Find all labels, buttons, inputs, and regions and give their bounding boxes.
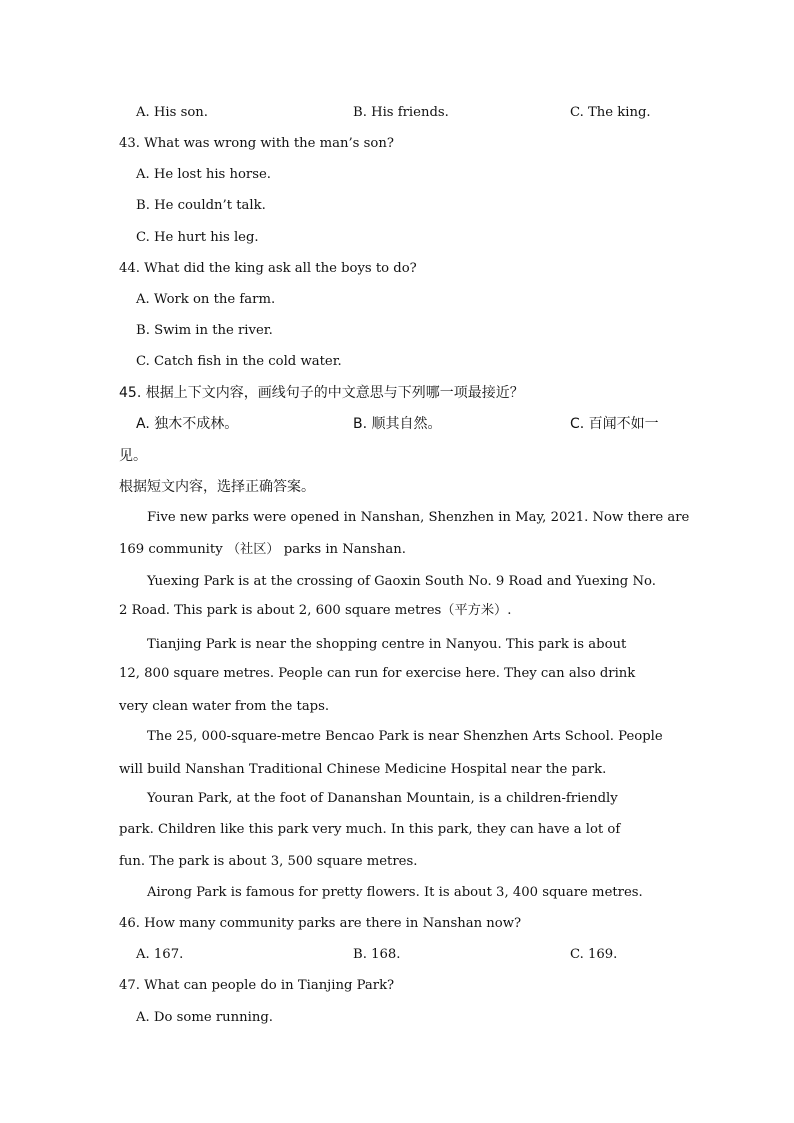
q42-option-a: A. His son.	[136, 105, 208, 120]
q45-option-c-continued: 见。	[119, 448, 147, 464]
q46-option-c: C. 169.	[570, 947, 618, 962]
passage-line: fun. The park is about 3, 500 square metres.	[119, 854, 418, 869]
q45-option-a: A. 独木不成林。	[136, 416, 239, 432]
q44-question: 44. What did the king ask all the boys to do?	[119, 261, 417, 276]
q45-option-b: B. 顺其自然。	[353, 416, 442, 432]
q46-option-a: A. 167.	[136, 947, 184, 962]
q46-options-row	[0, 945, 794, 965]
passage-line: very clean water from the taps.	[119, 699, 330, 714]
q42-options-row	[0, 103, 794, 123]
passage-line: will build Nanshan Traditional Chinese Medicine Hospital near the park.	[119, 762, 607, 777]
q44-option-b: B. Swim in the river.	[136, 323, 273, 338]
section-instruction: 根据短文内容，选择正确答案。	[119, 479, 315, 495]
passage-line: 12, 800 square metres. People can run for exercise here. They can also drink	[119, 666, 636, 681]
q44-option-a: A. Work on the farm.	[136, 292, 276, 307]
passage-line: Five new parks were opened in Nanshan, Shenzhen in May, 2021. Now there are	[147, 510, 690, 525]
passage-line: Yuexing Park is at the crossing of Gaoxin South No. 9 Road and Yuexing No.	[147, 574, 656, 589]
q47-question: 47. What can people do in Tianjing Park?	[119, 978, 395, 993]
passage-line: 169 community （社区） parks in Nanshan.	[119, 542, 406, 557]
q44-option-c: C. Catch fish in the cold water.	[136, 354, 342, 369]
q42-option-c: C. The king.	[570, 105, 651, 120]
passage-line: Tianjing Park is near the shopping centre in Nanyou. This park is about	[147, 637, 627, 652]
q43-option-a: A. He lost his horse.	[136, 167, 271, 182]
q43-option-b: B. He couldn’t talk.	[136, 198, 266, 213]
passage-line: The 25, 000-square-metre Bencao Park is near Shenzhen Arts School. People	[147, 729, 663, 744]
q43-question: 43. What was wrong with the man’s son?	[119, 136, 394, 151]
q47-option-a: A. Do some running.	[136, 1010, 273, 1025]
q42-option-b: B. His friends.	[353, 105, 449, 120]
q45-option-c: C. 百闻不如一	[570, 416, 659, 432]
q45-options-row	[0, 414, 794, 434]
q46-question: 46. How many community parks are there in Nanshan now?	[119, 916, 522, 931]
q46-option-b: B. 168.	[353, 947, 401, 962]
passage-line: 2 Road. This park is about 2, 600 square metres（平方米）.	[119, 603, 512, 618]
passage-line: park. Children like this park very much. In this park, they can have a lot of	[119, 822, 621, 837]
passage-line: Youran Park, at the foot of Dananshan Mountain, is a children-friendly	[147, 791, 618, 806]
q43-option-c: C. He hurt his leg.	[136, 230, 259, 245]
passage-line: Airong Park is famous for pretty flowers. It is about 3, 400 square metres.	[147, 885, 643, 900]
q45-question: 45. 根据上下文内容，画线句子的中文意思与下列哪一项最接近？	[119, 385, 524, 401]
